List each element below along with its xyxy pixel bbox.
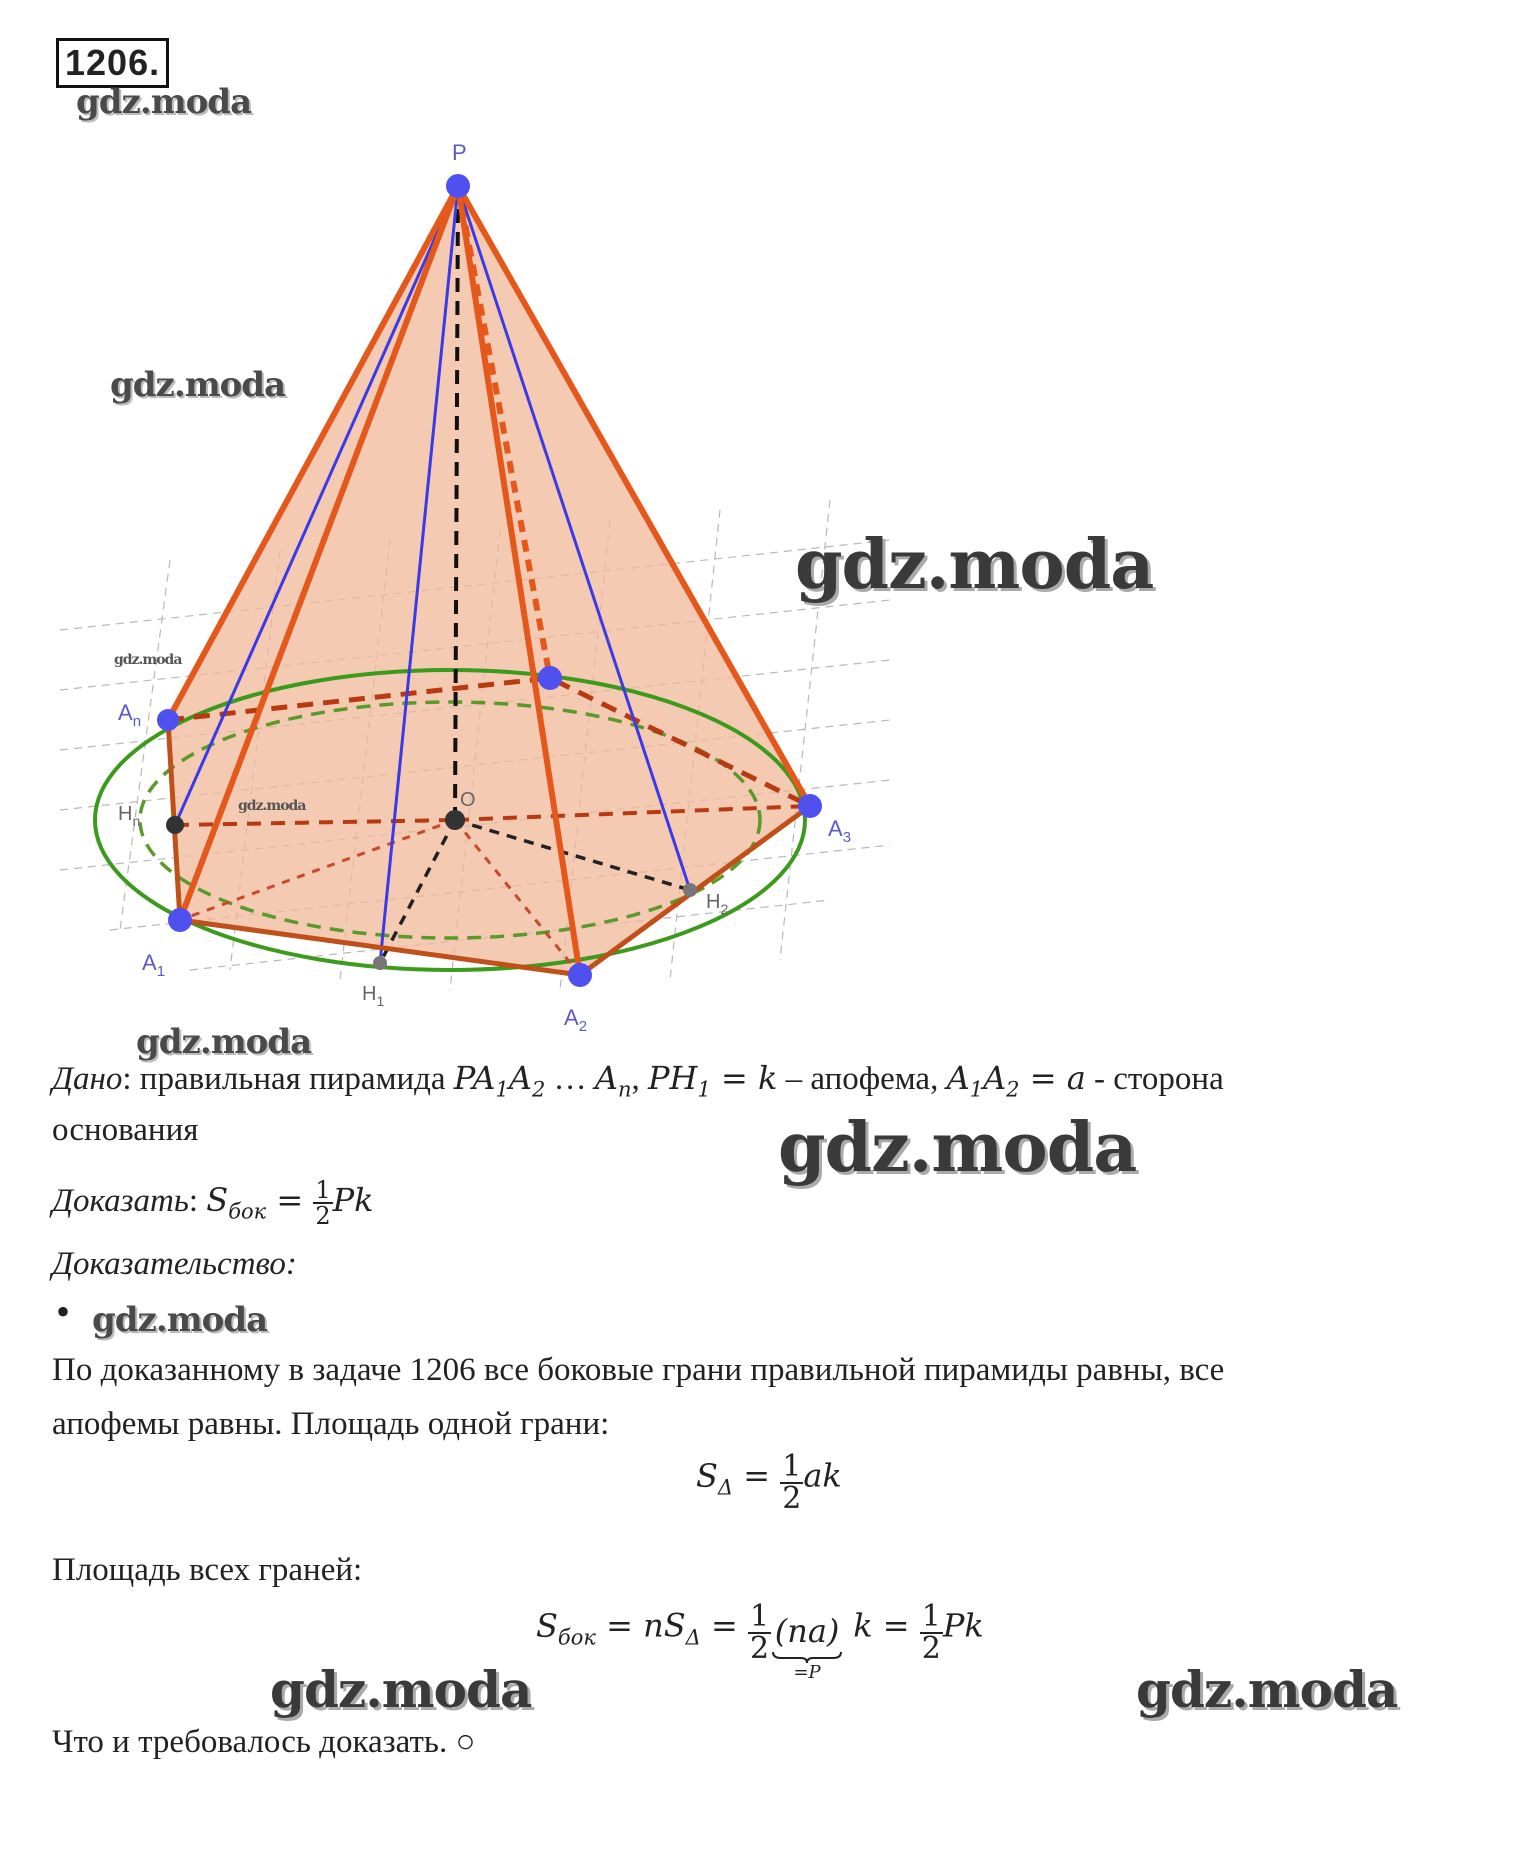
watermark: gdz.moda [114, 652, 182, 668]
watermark: gdz.moda [270, 1660, 532, 1719]
paragraph-line2: апофемы равны. Площадь одной грани: [52, 1406, 610, 1442]
watermark: gdz.moda [110, 365, 286, 405]
label-H1: $H_1$ [362, 983, 385, 1009]
all-faces-label: Площадь всех граней: [52, 1552, 363, 1588]
paragraph-line1: По доказанному в задаче 1206 все боковые грани правильной пирамиды равны, все [52, 1352, 1225, 1388]
label-H2: $H_2$ [706, 891, 729, 917]
label-A1: $A_1$ [142, 950, 166, 980]
fraction-half: $\frac{1}{2}$ [315, 1176, 331, 1231]
watermark: gdz.moda [238, 798, 306, 814]
label-An: $A_n$ [118, 700, 142, 730]
formula-face-area: $S_\Delta$ = $\frac{1}{2}$ ak [696, 1449, 842, 1516]
label-P: P [452, 140, 467, 165]
watermark: gdz.moda [92, 1300, 268, 1340]
prove-line: Доказать: $S_{бок}$ = $\frac{1}{2}$ Pk [52, 1176, 374, 1231]
watermark: gdz.moda [136, 1022, 312, 1062]
watermark: gdz.moda [795, 525, 1154, 605]
watermark: gdz.moda [1136, 1660, 1398, 1719]
fraction-half: $\frac{1}{2}$ [782, 1449, 802, 1516]
bullet: • [56, 1289, 71, 1334]
label-A3: $A_3$ [828, 816, 852, 846]
problem-number: 1206. [56, 38, 169, 88]
label-A2: $A_2$ [564, 1005, 588, 1035]
fraction-half: $\frac{1}{2}$ [921, 1599, 941, 1666]
fraction-half: $\frac{1}{2}$ [749, 1599, 770, 1666]
conclusion: Что и требовалось доказать. ○ [52, 1724, 476, 1760]
pyramid-figure [50, 130, 910, 1035]
given-line1: Дано: правильная пирамида $PA_1A_2$ … $A_n$, $PH_1 = k$ – апофема, $A_1A_2 = a$ - сторона [52, 1059, 1224, 1102]
watermark: gdz.moda [778, 1108, 1137, 1188]
lateral-faces [168, 186, 810, 975]
label-O: O [460, 789, 476, 811]
underbrace-group: (na) =P [771, 1612, 843, 1682]
watermark: gdz.moda [76, 82, 252, 122]
given-line2: основания [52, 1112, 199, 1148]
label-Hn: $H_n$ [118, 803, 141, 829]
formula-lateral-area: $S_{бок} = nS_\Delta$ = $\frac{1}{2}$ (na) =P k = $\frac{1}{2}$ Pk [536, 1599, 984, 1683]
proof-label: Доказательство: [52, 1246, 297, 1282]
